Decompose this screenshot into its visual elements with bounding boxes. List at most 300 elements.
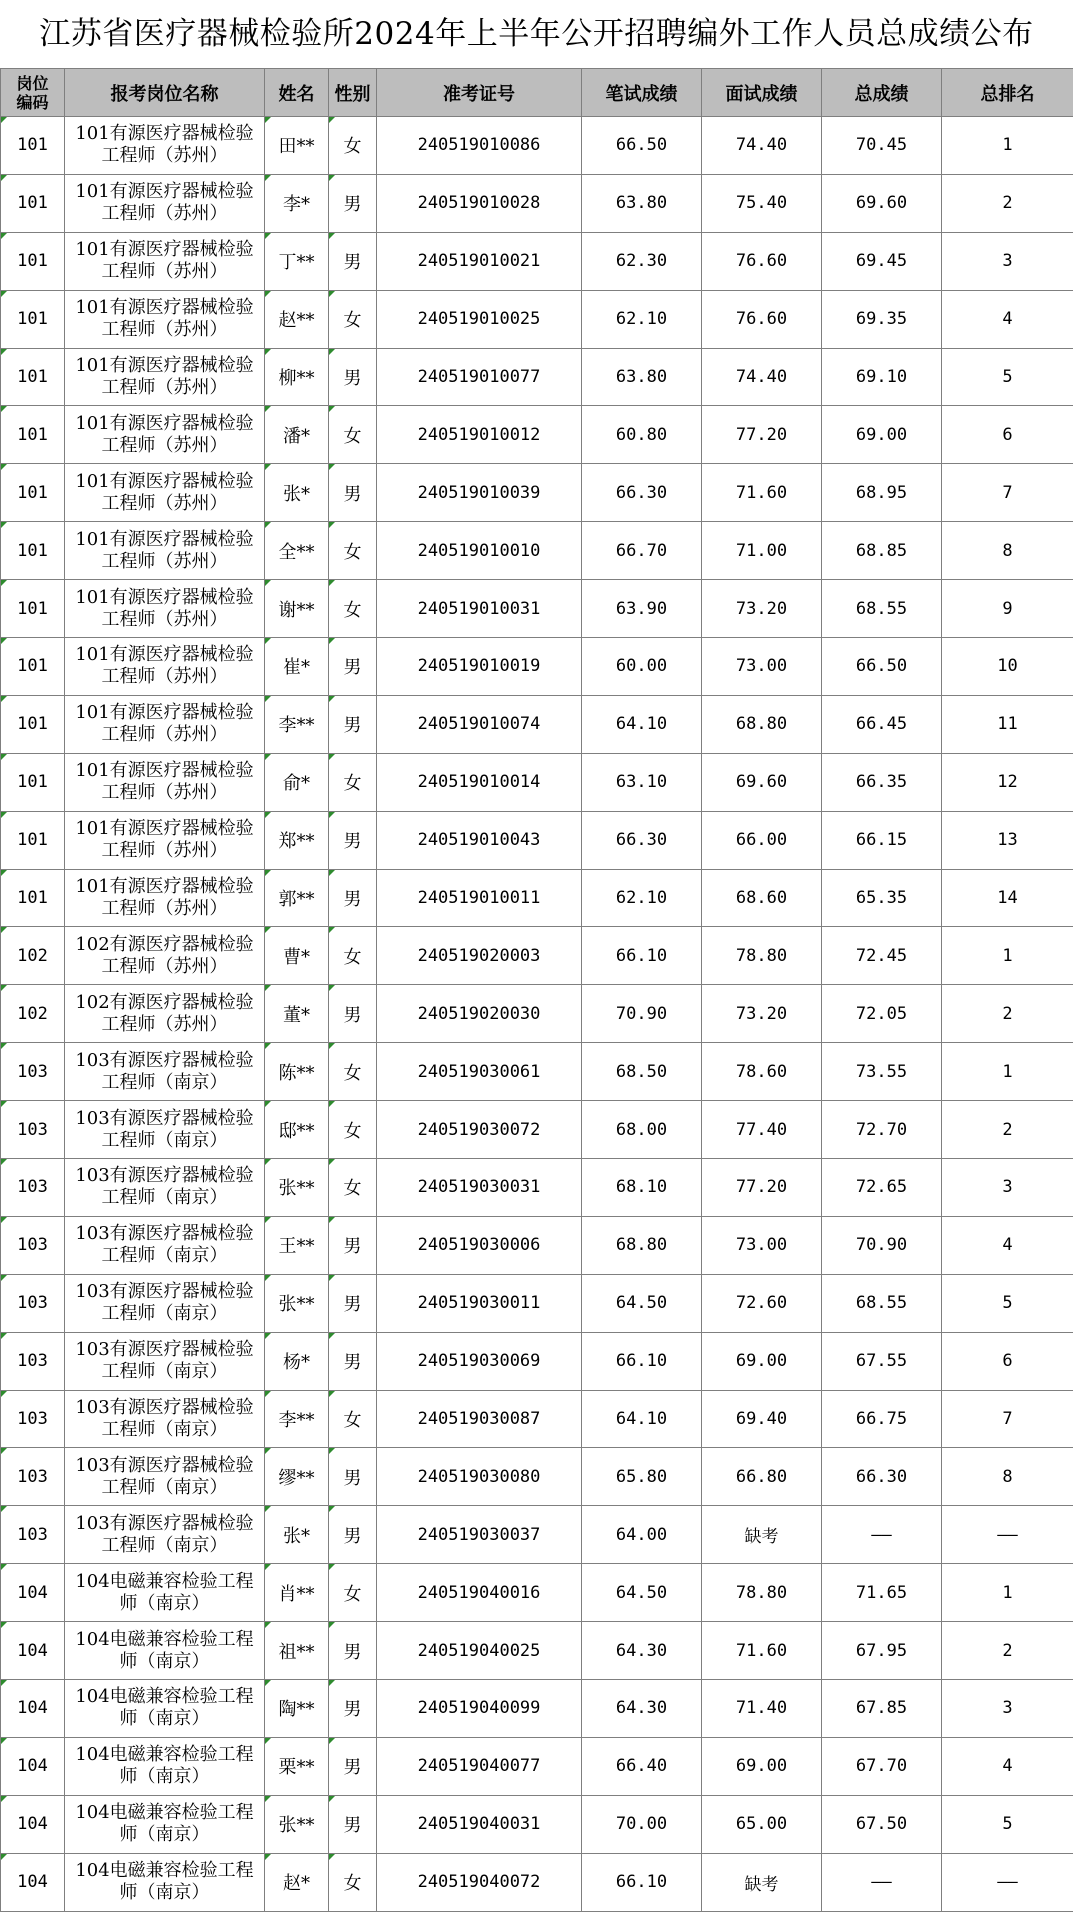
cell-post-name xyxy=(65,985,265,1043)
cell-post-code: 103 xyxy=(1,1043,65,1101)
cell-name: 张** xyxy=(265,1274,329,1332)
cell-interview: 73.00 xyxy=(702,1216,822,1274)
post-name-line2: 工程师（苏州） xyxy=(101,840,228,862)
cell-ticket: 240519040077 xyxy=(377,1737,582,1795)
post-name-line1: 101有源医疗器械检验 xyxy=(75,876,254,898)
cell-ticket: 240519010010 xyxy=(377,522,582,580)
cell-post-name xyxy=(65,1274,265,1332)
cell-ticket: 240519010086 xyxy=(377,117,582,175)
cell-ticket: 240519040031 xyxy=(377,1795,582,1853)
cell-ticket: 240519010011 xyxy=(377,869,582,927)
post-name-line1: 104电磁兼容检验工程 xyxy=(75,1860,254,1882)
header-row xyxy=(1,69,1073,117)
cell-total: 68.95 xyxy=(822,464,942,522)
cell-total: 72.05 xyxy=(822,985,942,1043)
cell-post-code: 103 xyxy=(1,1216,65,1274)
cell-name: 田** xyxy=(265,117,329,175)
post-name-line2: 师（南京） xyxy=(119,1824,210,1846)
cell-rank: 3 xyxy=(942,1159,1073,1217)
post-name-line1: 103有源医疗器械检验 xyxy=(75,1397,254,1419)
cell-post-name xyxy=(65,869,265,927)
cell-gender: 男 xyxy=(329,1216,377,1274)
cell-ticket: 240519030080 xyxy=(377,1448,582,1506)
cell-gender: 男 xyxy=(329,1622,377,1680)
cell-post-code: 101 xyxy=(1,753,65,811)
cell-rank: 2 xyxy=(942,985,1073,1043)
table-row xyxy=(1,232,1073,290)
cell-gender: 女 xyxy=(329,406,377,464)
cell-name: 郑** xyxy=(265,811,329,869)
cell-rank: 2 xyxy=(942,174,1073,232)
cell-written: 66.30 xyxy=(582,464,702,522)
cell-total: 69.00 xyxy=(822,406,942,464)
cell-written: 66.50 xyxy=(582,117,702,175)
cell-rank: 1 xyxy=(942,927,1073,985)
cell-gender: 女 xyxy=(329,1043,377,1101)
cell-total: 66.35 xyxy=(822,753,942,811)
cell-post-code: 103 xyxy=(1,1274,65,1332)
cell-post-name xyxy=(65,174,265,232)
cell-post-code: 101 xyxy=(1,638,65,696)
cell-name: 柳** xyxy=(265,348,329,406)
cell-post-name xyxy=(65,1101,265,1159)
cell-rank: 5 xyxy=(942,348,1073,406)
post-name-line1: 101有源医疗器械检验 xyxy=(75,586,254,608)
cell-post-name xyxy=(65,638,265,696)
post-name-line1: 104电磁兼容检验工程 xyxy=(75,1570,254,1592)
cell-name: 曹* xyxy=(265,927,329,985)
cell-rank: 2 xyxy=(942,1622,1073,1680)
cell-rank: 5 xyxy=(942,1795,1073,1853)
cell-total: 65.35 xyxy=(822,869,942,927)
cell-post-name xyxy=(65,406,265,464)
cell-gender: 男 xyxy=(329,1680,377,1738)
cell-interview: 78.60 xyxy=(702,1043,822,1101)
cell-name: 李* xyxy=(265,174,329,232)
cell-post-code: 104 xyxy=(1,1853,65,1911)
table-row xyxy=(1,174,1073,232)
cell-name: 肖** xyxy=(265,1564,329,1622)
cell-name: 董* xyxy=(265,985,329,1043)
cell-post-name xyxy=(65,1390,265,1448)
cell-written: 64.30 xyxy=(582,1680,702,1738)
cell-rank: 11 xyxy=(942,695,1073,753)
cell-interview: 69.60 xyxy=(702,753,822,811)
cell-post-code: 101 xyxy=(1,232,65,290)
cell-gender: 男 xyxy=(329,174,377,232)
cell-written: 64.50 xyxy=(582,1274,702,1332)
cell-total: 69.35 xyxy=(822,290,942,348)
cell-total: 66.15 xyxy=(822,811,942,869)
cell-name: 丁** xyxy=(265,232,329,290)
cell-rank: 13 xyxy=(942,811,1073,869)
cell-rank: 3 xyxy=(942,1680,1073,1738)
cell-name: 张** xyxy=(265,1795,329,1853)
cell-interview: 68.60 xyxy=(702,869,822,927)
cell-post-name xyxy=(65,290,265,348)
post-name-line2: 工程师（苏州） xyxy=(101,550,228,572)
cell-post-code: 103 xyxy=(1,1101,65,1159)
cell-rank: 6 xyxy=(942,406,1073,464)
cell-rank: 7 xyxy=(942,464,1073,522)
cell-gender: 男 xyxy=(329,1737,377,1795)
cell-written: 68.80 xyxy=(582,1216,702,1274)
cell-name: 张** xyxy=(265,1159,329,1217)
cell-ticket: 240519010019 xyxy=(377,638,582,696)
cell-gender: 男 xyxy=(329,464,377,522)
cell-name: 全** xyxy=(265,522,329,580)
table-row xyxy=(1,1622,1073,1680)
cell-rank: 3 xyxy=(942,232,1073,290)
header-interview: 面试成绩 xyxy=(702,69,822,117)
cell-total: 68.55 xyxy=(822,580,942,638)
post-name-line2: 师（南京） xyxy=(119,1650,210,1672)
cell-name: 杨* xyxy=(265,1332,329,1390)
cell-written: 66.10 xyxy=(582,927,702,985)
post-name-line2: 工程师（南京） xyxy=(101,1245,228,1267)
cell-total: 67.95 xyxy=(822,1622,942,1680)
table-row xyxy=(1,753,1073,811)
cell-total: 72.70 xyxy=(822,1101,942,1159)
cell-ticket: 240519040016 xyxy=(377,1564,582,1622)
cell-name: 张* xyxy=(265,1506,329,1564)
post-name-line2: 工程师（南京） xyxy=(101,1071,228,1093)
cell-written: 68.10 xyxy=(582,1159,702,1217)
post-name-line1: 101有源医疗器械检验 xyxy=(75,702,254,724)
cell-interview: 74.40 xyxy=(702,117,822,175)
cell-written: 63.10 xyxy=(582,753,702,811)
cell-gender: 女 xyxy=(329,1101,377,1159)
cell-ticket: 240519040072 xyxy=(377,1853,582,1911)
post-name-line1: 103有源医疗器械检验 xyxy=(75,1049,254,1071)
cell-name: 缪** xyxy=(265,1448,329,1506)
cell-post-name xyxy=(65,580,265,638)
table-row xyxy=(1,1216,1073,1274)
cell-interview: 66.00 xyxy=(702,811,822,869)
cell-interview: 75.40 xyxy=(702,174,822,232)
cell-total: 69.45 xyxy=(822,232,942,290)
post-name-line1: 101有源医疗器械检验 xyxy=(75,181,254,203)
post-name-line2: 工程师（苏州） xyxy=(101,898,228,920)
header-post-name: 报考岗位名称 xyxy=(65,69,265,117)
cell-ticket: 240519010012 xyxy=(377,406,582,464)
cell-written: 63.80 xyxy=(582,348,702,406)
cell-gender: 男 xyxy=(329,1448,377,1506)
cell-rank: 14 xyxy=(942,869,1073,927)
table-row xyxy=(1,927,1073,985)
cell-written: 64.30 xyxy=(582,1622,702,1680)
cell-interview: 69.00 xyxy=(702,1332,822,1390)
cell-post-name xyxy=(65,1216,265,1274)
cell-total: 73.55 xyxy=(822,1043,942,1101)
post-name-line2: 师（南京） xyxy=(119,1592,210,1614)
cell-gender: 女 xyxy=(329,1390,377,1448)
cell-interview: 69.40 xyxy=(702,1390,822,1448)
header-ticket: 准考证号 xyxy=(377,69,582,117)
cell-post-name xyxy=(65,348,265,406)
post-name-line1: 103有源医疗器械检验 xyxy=(75,1165,254,1187)
cell-rank: 6 xyxy=(942,1332,1073,1390)
cell-written: 62.10 xyxy=(582,290,702,348)
post-name-line2: 工程师（苏州） xyxy=(101,377,228,398)
cell-ticket: 240519030087 xyxy=(377,1390,582,1448)
post-name-line2: 工程师（南京） xyxy=(101,1187,228,1209)
cell-post-name xyxy=(65,1795,265,1853)
cell-gender: 男 xyxy=(329,1795,377,1853)
scores-table xyxy=(0,68,1073,1912)
cell-written: 63.90 xyxy=(582,580,702,638)
cell-interview: 72.60 xyxy=(702,1274,822,1332)
cell-total: 66.30 xyxy=(822,1448,942,1506)
cell-post-name xyxy=(65,1853,265,1911)
cell-total: 66.75 xyxy=(822,1390,942,1448)
table-row xyxy=(1,348,1073,406)
cell-interview: 73.20 xyxy=(702,985,822,1043)
cell-name: 郭** xyxy=(265,869,329,927)
cell-gender: 男 xyxy=(329,1506,377,1564)
cell-written: 66.70 xyxy=(582,522,702,580)
cell-interview: 66.80 xyxy=(702,1448,822,1506)
cell-ticket: 240519030061 xyxy=(377,1043,582,1101)
cell-interview: 76.60 xyxy=(702,290,822,348)
cell-gender: 女 xyxy=(329,522,377,580)
cell-written: 64.10 xyxy=(582,695,702,753)
cell-written: 66.10 xyxy=(582,1853,702,1911)
post-name-line1: 103有源医疗器械检验 xyxy=(75,1107,254,1129)
header-rank: 总排名 xyxy=(942,69,1073,117)
table-row xyxy=(1,985,1073,1043)
cell-written: 65.80 xyxy=(582,1448,702,1506)
table-row xyxy=(1,522,1073,580)
cell-interview: 77.40 xyxy=(702,1101,822,1159)
cell-written: 64.50 xyxy=(582,1564,702,1622)
cell-total: 70.90 xyxy=(822,1216,942,1274)
post-name-line1: 104电磁兼容检验工程 xyxy=(75,1802,254,1824)
cell-post-name xyxy=(65,1506,265,1564)
cell-written: 70.90 xyxy=(582,985,702,1043)
cell-written: 60.80 xyxy=(582,406,702,464)
post-name-line2: 师（南京） xyxy=(119,1708,210,1730)
cell-post-code: 101 xyxy=(1,406,65,464)
cell-post-name xyxy=(65,117,265,175)
cell-post-code: 104 xyxy=(1,1680,65,1738)
table-row xyxy=(1,869,1073,927)
table-header xyxy=(1,69,1073,117)
post-name-line1: 101有源医疗器械检验 xyxy=(75,355,254,376)
cell-written: 62.30 xyxy=(582,232,702,290)
cell-written: 64.10 xyxy=(582,1390,702,1448)
header-gender: 性别 xyxy=(329,69,377,117)
cell-name: 栗** xyxy=(265,1737,329,1795)
cell-total: 68.85 xyxy=(822,522,942,580)
table-row xyxy=(1,464,1073,522)
cell-post-code: 104 xyxy=(1,1622,65,1680)
cell-gender: 男 xyxy=(329,1274,377,1332)
table-row xyxy=(1,1332,1073,1390)
cell-gender: 男 xyxy=(329,695,377,753)
table-row xyxy=(1,406,1073,464)
cell-post-code: 101 xyxy=(1,695,65,753)
cell-interview: 78.80 xyxy=(702,1564,822,1622)
post-name-line2: 工程师（苏州） xyxy=(101,955,228,977)
table-row xyxy=(1,1159,1073,1217)
cell-post-code: 101 xyxy=(1,522,65,580)
table-row xyxy=(1,1043,1073,1101)
cell-written: 68.00 xyxy=(582,1101,702,1159)
cell-total: 69.60 xyxy=(822,174,942,232)
cell-post-name xyxy=(65,695,265,753)
cell-written: 68.50 xyxy=(582,1043,702,1101)
cell-interview: 71.60 xyxy=(702,464,822,522)
cell-interview: 68.80 xyxy=(702,695,822,753)
post-name-line2: 工程师（苏州） xyxy=(101,724,228,746)
cell-interview: 71.00 xyxy=(702,522,822,580)
cell-post-name xyxy=(65,1622,265,1680)
cell-gender: 女 xyxy=(329,753,377,811)
cell-rank: 1 xyxy=(942,117,1073,175)
cell-post-code: 104 xyxy=(1,1564,65,1622)
post-name-line1: 101有源医疗器械检验 xyxy=(75,297,254,319)
cell-rank: 7 xyxy=(942,1390,1073,1448)
cell-total: 66.50 xyxy=(822,638,942,696)
cell-post-code: 102 xyxy=(1,985,65,1043)
table-row xyxy=(1,1101,1073,1159)
cell-post-name xyxy=(65,1737,265,1795)
cell-gender: 男 xyxy=(329,348,377,406)
cell-post-name xyxy=(65,1332,265,1390)
cell-post-name xyxy=(65,232,265,290)
post-name-line2: 工程师（苏州） xyxy=(101,782,228,804)
table-row xyxy=(1,580,1073,638)
cell-name: 李** xyxy=(265,695,329,753)
post-name-line2: 工程师（苏州） xyxy=(101,1013,228,1035)
cell-post-name xyxy=(65,464,265,522)
cell-interview: 73.20 xyxy=(702,580,822,638)
table-row xyxy=(1,1274,1073,1332)
cell-ticket: 240519010021 xyxy=(377,232,582,290)
page-title: 江苏省医疗器械检验所2024年上半年公开招聘编外工作人员总成绩公布 xyxy=(39,16,1034,52)
cell-post-name xyxy=(65,1043,265,1101)
cell-total: —— xyxy=(822,1506,942,1564)
post-name-line1: 101有源医疗器械检验 xyxy=(75,239,254,261)
cell-total: 66.45 xyxy=(822,695,942,753)
post-name-line1: 101有源医疗器械检验 xyxy=(75,412,254,434)
cell-post-name xyxy=(65,927,265,985)
cell-gender: 男 xyxy=(329,1332,377,1390)
cell-rank: 2 xyxy=(942,1101,1073,1159)
cell-post-name xyxy=(65,1680,265,1738)
cell-post-name xyxy=(65,1159,265,1217)
cell-post-code: 104 xyxy=(1,1737,65,1795)
cell-gender: 女 xyxy=(329,580,377,638)
cell-total: 68.55 xyxy=(822,1274,942,1332)
post-name-line1: 103有源医疗器械检验 xyxy=(75,1281,254,1303)
table-row xyxy=(1,811,1073,869)
cell-rank: 9 xyxy=(942,580,1073,638)
post-name-line1: 101有源医疗器械检验 xyxy=(75,123,254,145)
table-row xyxy=(1,695,1073,753)
post-name-line1: 102有源医疗器械检验 xyxy=(75,991,254,1013)
cell-ticket: 240519030069 xyxy=(377,1332,582,1390)
cell-ticket: 240519040025 xyxy=(377,1622,582,1680)
cell-ticket: 240519030006 xyxy=(377,1216,582,1274)
cell-name: 陈** xyxy=(265,1043,329,1101)
post-name-line2: 工程师（南京） xyxy=(101,1534,228,1556)
post-name-line1: 103有源医疗器械检验 xyxy=(75,1223,254,1245)
cell-total: 67.55 xyxy=(822,1332,942,1390)
cell-ticket: 240519030031 xyxy=(377,1159,582,1217)
post-name-line2: 工程师（苏州） xyxy=(101,434,228,456)
table-row xyxy=(1,1680,1073,1738)
table-body xyxy=(1,117,1073,1912)
cell-rank: 4 xyxy=(942,1216,1073,1274)
post-name-line2: 工程师（苏州） xyxy=(101,203,228,225)
cell-rank: 10 xyxy=(942,638,1073,696)
cell-post-code: 101 xyxy=(1,580,65,638)
post-name-line1: 103有源医疗器械检验 xyxy=(75,1454,254,1476)
table-row xyxy=(1,1448,1073,1506)
cell-ticket: 240519010039 xyxy=(377,464,582,522)
cell-interview: 65.00 xyxy=(702,1795,822,1853)
cell-ticket: 240519030037 xyxy=(377,1506,582,1564)
post-name-line2: 工程师（苏州） xyxy=(101,666,228,688)
cell-rank: 8 xyxy=(942,522,1073,580)
cell-rank: 4 xyxy=(942,1737,1073,1795)
cell-rank: 8 xyxy=(942,1448,1073,1506)
cell-interview: 71.60 xyxy=(702,1622,822,1680)
cell-post-code: 101 xyxy=(1,174,65,232)
cell-total: 67.70 xyxy=(822,1737,942,1795)
cell-post-code: 101 xyxy=(1,348,65,406)
post-name-line2: 工程师（苏州） xyxy=(101,608,228,630)
cell-ticket: 240519010014 xyxy=(377,753,582,811)
cell-name: 俞* xyxy=(265,753,329,811)
post-name-line1: 101有源医疗器械检验 xyxy=(75,760,254,782)
post-name-line1: 104电磁兼容检验工程 xyxy=(75,1686,254,1708)
table-row xyxy=(1,1795,1073,1853)
post-name-line1: 104电磁兼容检验工程 xyxy=(75,1628,254,1650)
cell-gender: 女 xyxy=(329,1853,377,1911)
cell-interview: 71.40 xyxy=(702,1680,822,1738)
cell-gender: 女 xyxy=(329,1564,377,1622)
cell-post-code: 101 xyxy=(1,869,65,927)
cell-post-code: 103 xyxy=(1,1159,65,1217)
cell-interview: 缺考 xyxy=(702,1506,822,1564)
cell-written: 66.40 xyxy=(582,1737,702,1795)
header-written: 笔试成绩 xyxy=(582,69,702,117)
post-name-line1: 102有源医疗器械检验 xyxy=(75,933,254,955)
cell-rank: 4 xyxy=(942,290,1073,348)
post-name-line1: 104电磁兼容检验工程 xyxy=(75,1744,254,1766)
post-name-line2: 工程师（苏州） xyxy=(101,319,228,341)
table-row xyxy=(1,1737,1073,1795)
cell-name: 潘* xyxy=(265,406,329,464)
post-name-line1: 103有源医疗器械检验 xyxy=(75,1339,254,1361)
cell-name: 张* xyxy=(265,464,329,522)
cell-name: 王** xyxy=(265,1216,329,1274)
cell-gender: 女 xyxy=(329,117,377,175)
cell-name: 祖** xyxy=(265,1622,329,1680)
cell-name: 李** xyxy=(265,1390,329,1448)
cell-post-name xyxy=(65,1448,265,1506)
post-name-line2: 工程师（苏州） xyxy=(101,145,228,167)
post-name-line1: 103有源医疗器械检验 xyxy=(75,1512,254,1534)
cell-ticket: 240519010028 xyxy=(377,174,582,232)
post-name-line1: 101有源医疗器械检验 xyxy=(75,470,254,492)
cell-name: 邸** xyxy=(265,1101,329,1159)
cell-name: 陶** xyxy=(265,1680,329,1738)
cell-interview: 78.80 xyxy=(702,927,822,985)
